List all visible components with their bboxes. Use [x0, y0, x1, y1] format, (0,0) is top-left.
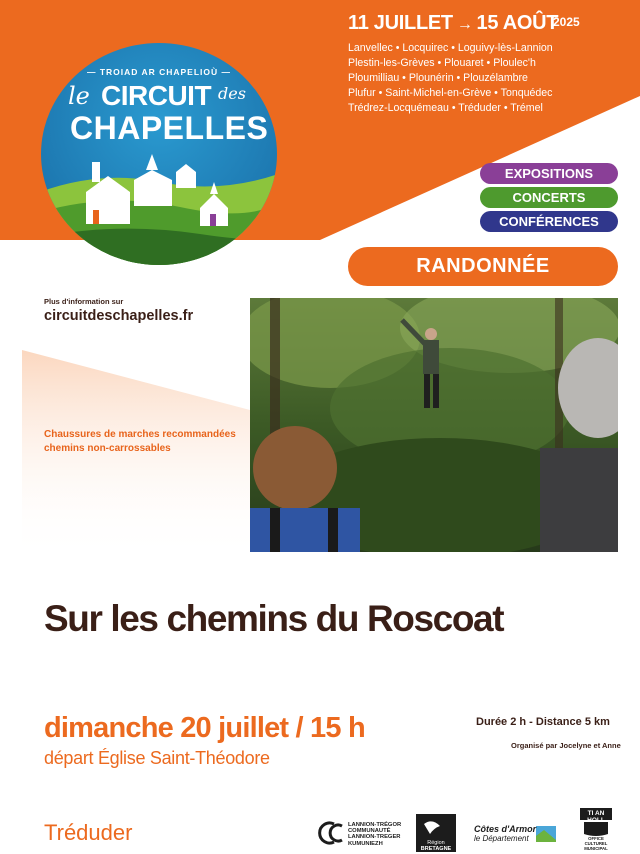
region-bretagne-text: Région BRETAGNE	[420, 840, 452, 852]
logo-word-des: des	[218, 84, 246, 103]
cotes-darmor-name: Côtes d'Armor	[474, 824, 537, 834]
town-line: Trédrez-Locquémeau • Tréduder • Trémel	[348, 102, 543, 114]
note-line: chemins non-carrossables	[44, 442, 171, 454]
duration-distance: Durée 2 h - Distance 5 km	[476, 716, 610, 728]
logo-word-le: le	[68, 82, 90, 110]
activity-banner: RANDONNÉE	[348, 247, 618, 286]
logo-tagline: — TROIAD AR CHAPELIOÙ —	[86, 67, 232, 77]
more-info-label: Plus d'information sur	[44, 297, 124, 306]
office-culturel-text: OFFICE CULTUREL MUNICIPAL	[584, 836, 608, 851]
town-list	[348, 41, 608, 116]
website-link[interactable]: circuitdeschapelles.fr	[44, 308, 194, 324]
logo-word-chapelles: CHAPELLES	[70, 110, 269, 146]
event-town: Tréduder	[44, 820, 133, 845]
category-conferences: CONFÉRENCES	[480, 211, 618, 232]
hiking-photo	[250, 298, 618, 552]
note-line: Chaussures de marches recommandées	[44, 429, 236, 440]
category-concerts: CONCERTS	[480, 187, 618, 208]
organizer: Organisé par Jocelyne et Anne	[511, 741, 621, 750]
departement-label: le Département	[474, 834, 529, 843]
town-line: Lanvellec • Locquirec • Loguivy-lès-Lannion	[348, 42, 553, 54]
category-expositions: EXPOSITIONS	[480, 163, 618, 184]
logo-word-circuit: CIRCUIT	[101, 80, 212, 111]
event-year: 2025	[553, 15, 580, 29]
walking-notes	[44, 428, 236, 455]
lannion-tregor-text: LANNION-TRÉGOR COMMUNAUTÉ LANNION-TREGER KUMUNIEZH	[348, 822, 402, 847]
event-dates: 11 JUILLET → 15 AOÛT	[348, 12, 559, 34]
departure-location: départ Église Saint-Théodore	[44, 748, 270, 768]
town-line: Ploumilliau • Plounérin • Plouzélambre	[348, 72, 528, 84]
event-datetime: dimanche 20 juillet / 15 h	[44, 712, 365, 744]
town-line: Plestin-les-Grèves • Plouaret • Ploulec'h	[348, 57, 536, 69]
town-line: Plufur • Saint-Michel-en-Grève • Tonquédec	[348, 87, 553, 99]
event-title: Sur les chemins du Roscoat	[44, 598, 504, 639]
ti-an-holl-label: TI AN HOLL	[587, 810, 605, 824]
